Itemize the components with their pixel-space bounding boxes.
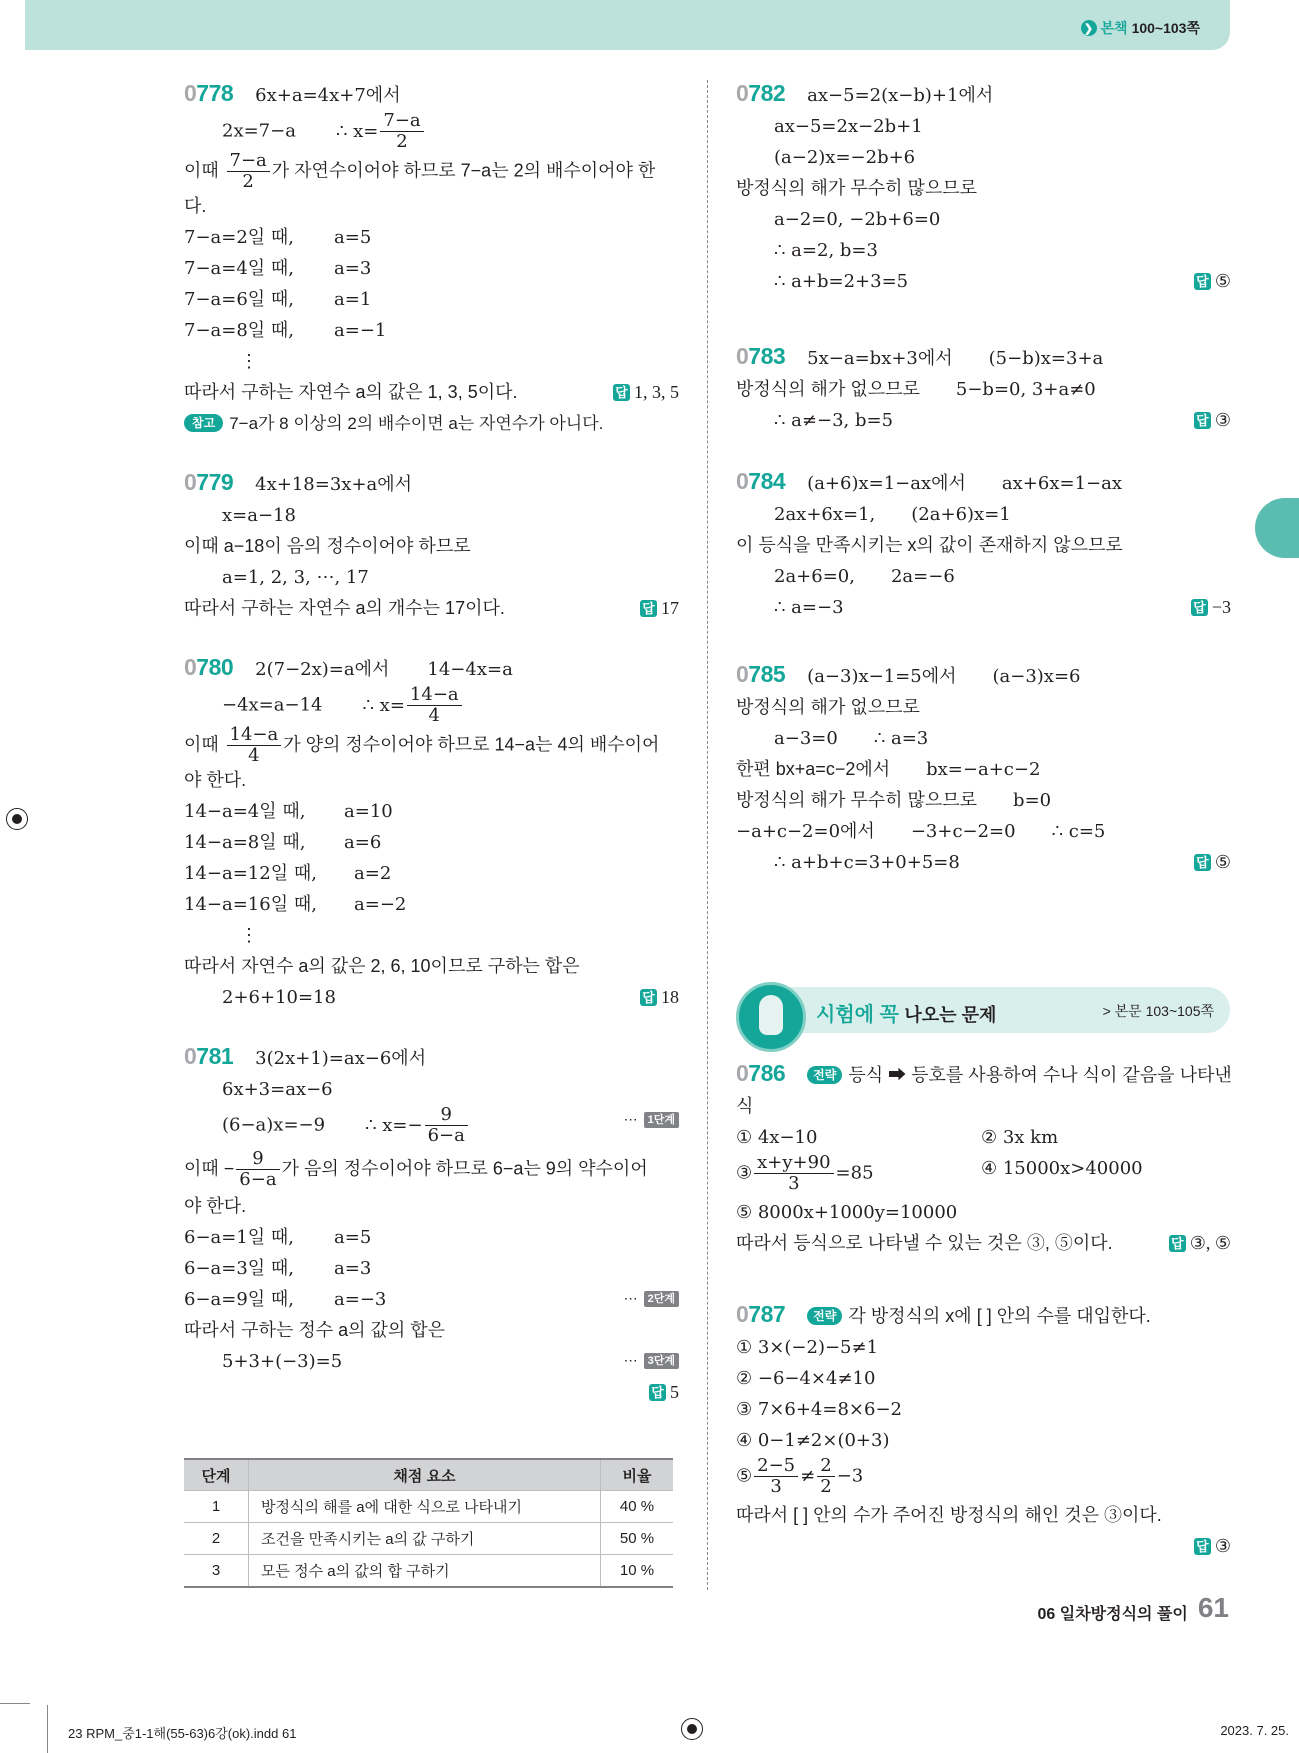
answer-icon: 답 [1169,1235,1186,1252]
table-header-row [184,1459,673,1491]
case-value: a=2 [354,863,392,884]
answer-icon: 답 [1194,854,1211,871]
text-line: 방정식의 해가 무수히 많으므로 [736,178,978,198]
case-value: a=−1 [334,320,387,341]
problem-0787 [736,1299,1231,1562]
strategy-badge: 전략 [807,1066,842,1084]
cell-criteria: 조건을 만족시키는 a의 값 구하기 [249,1523,601,1555]
text-line: 2a+6=0, [774,566,855,587]
text-line: ax+6x=1−ax [1001,473,1122,494]
text-line: 6x+a=4x+7에서 [255,85,401,106]
conclusion: 따라서 [ ] 안의 수가 주어진 방정식의 해인 것은 ③이다. [736,1505,1162,1525]
cell-criteria: 방정식의 해를 a에 대한 식으로 나타내기 [249,1491,601,1523]
step-badge: 3단계 [644,1353,679,1369]
text-line: 2ax+6x=1, [774,504,876,525]
fraction: $\frac{14-a}{4}$ [227,725,282,766]
text-line: ∴ a≠−3, b=5 [774,410,894,431]
table-row [184,1491,673,1523]
cell-ratio: 50 % [601,1523,674,1555]
text-line: 방정식의 해가 없으므로 [736,379,920,399]
conclusion: 따라서 구하는 정수 a의 값의 합은 [184,1320,446,1340]
cell-step: 1 [184,1491,249,1523]
text-line: 2+6+10=18 [222,987,336,1008]
answer-icon: 답 [613,384,630,401]
problem-0782 [736,78,1231,297]
text-line: 5+3+(−3)=5 [222,1351,343,1372]
step-badge: 1단계 [644,1112,679,1128]
problem-0780 [184,652,679,1013]
answer: 답 ⑤ [1194,266,1231,297]
text-line: 이때 − [184,1158,235,1179]
text-line: 가 자연수이어야 하므로 7−a는 2의 배수이어야 한 [271,160,656,181]
option: ④ 15000x>40000 [981,1158,1143,1179]
option-marker: ⑤ [736,1465,753,1487]
chapter-title: 06 일차방정식의 풀이 [1037,1606,1188,1623]
text-line: −a+c−2=0에서 [736,821,875,842]
problem-number: 0785 [736,661,786,687]
text-line: 14−4x=a [427,659,513,680]
text-line: 이 등식을 만족시키는 x의 값이 존재하지 않으므로 [736,535,1123,555]
answer-icon: 답 [1194,273,1211,290]
text-line: ∴ a=2, b=3 [774,240,878,261]
problem-0784 [736,466,1231,623]
trim-mark [47,1705,48,1753]
fraction: $\frac{x+y+90}{3}$ [754,1153,833,1194]
problem-number: 0780 [184,654,234,680]
text-line: a−2=0, −2b+6=0 [774,209,941,230]
text-line: x=a−18 [222,505,296,526]
ref-label: 본책 [1100,20,1128,36]
text-line: (6−a)x=−9 [222,1114,326,1136]
case-value: a=3 [334,258,372,279]
text-line: a−3=0 [774,728,838,749]
fraction: $\frac{2-5}{3}$ [754,1456,798,1497]
problem-0786 [736,1058,1231,1259]
conclusion: 따라서 구하는 자연수 a의 값은 1, 3, 5이다. [184,382,518,402]
text-line: a=1, 2, 3, ⋯, 17 [222,567,369,588]
case-value: a=−3 [334,1289,387,1310]
answer-icon: 답 [1191,599,1208,616]
problem-number: 0783 [736,343,786,369]
problem-0781 [184,1041,679,1408]
option: ⑤ 8000x+1000y=10000 [736,1202,958,1223]
case-value: a=5 [334,227,372,248]
case-condition: 14−a=4일 때, [184,801,306,822]
conclusion: 따라서 자연수 a의 값은 2, 6, 10이므로 구하는 합은 [184,956,580,976]
option: ③ 7×6+4=8×6−2 [736,1399,902,1420]
problem-0785 [736,659,1231,878]
text-line: ∴ x=− [365,1114,423,1136]
answer-icon: 답 [640,600,657,617]
case-condition: 7−a=2일 때, [184,227,295,248]
option: ② −6−4×4≠10 [736,1368,876,1389]
conclusion: 따라서 등식으로 나타낼 수 있는 것은 ③, ⑤이다. [736,1233,1113,1253]
text-line: 이때 [184,160,219,181]
case-condition: 7−a=8일 때, [184,320,295,341]
strategy-badge: 전략 [807,1307,842,1325]
text-line: (5−b)x=3+a [988,348,1104,369]
page-number: 61 [1197,1592,1229,1623]
answer-icon: 답 [649,1384,666,1401]
text-line: 5−b=0, 3+a≠0 [955,379,1096,400]
fraction: $\frac{7-a}{2}$ [380,111,423,152]
answer: 답 −3 [1191,592,1231,623]
strategy-text: 식 [736,1096,754,1116]
option: ① 3×(−2)−5≠1 [736,1337,879,1358]
header-criteria: 채점 요소 [249,1459,601,1491]
left-column [184,78,679,1408]
strategy-text: 각 방정식의 x에 [ ] 안의 수를 대입한다. [848,1306,1151,1326]
problem-0783 [736,341,1231,436]
registration-mark-icon [681,1718,703,1740]
answer: 답 5 [649,1377,679,1408]
fraction: $\frac{9}{6-a}$ [425,1105,468,1146]
text-line: (2a+6)x=1 [911,504,1011,525]
text-line: ∴ c=5 [1051,821,1106,842]
header-band [25,0,1230,50]
text-line: b=0 [1013,790,1052,811]
text-line: 야 한다. [184,1196,247,1216]
problem-number: 0786 [736,1060,786,1086]
trim-mark [0,1703,30,1704]
answer-icon: 답 [640,989,657,1006]
header-ratio: 비율 [601,1459,674,1491]
fraction: $\frac{2}{2}$ [817,1456,834,1497]
strategy-text: 등식 ➡ 등호를 사용하여 수나 식이 같음을 나타낸 [848,1065,1232,1085]
case-condition: 6−a=3일 때, [184,1258,295,1279]
case-condition: 14−a=8일 때, [184,832,306,853]
text-line: ∴ a+b+c=3+0+5=8 [774,852,960,873]
fraction: $\frac{14-a}{4}$ [407,685,462,726]
case-condition: 14−a=12일 때, [184,863,317,884]
text-line: 4x+18=3x+a에서 [255,474,413,495]
fraction: $\frac{7-a}{2}$ [227,151,270,192]
case-value: a=5 [334,1227,372,1248]
text-line: ax−5=2x−2b+1 [774,116,923,137]
answer: 답 ③ [1194,405,1231,436]
chevron-right-icon: ❯ [1081,20,1097,36]
page-footer [1038,1592,1230,1624]
option-marker: ③ [736,1162,753,1184]
right-column [736,78,1231,878]
ref-pages: 100~103쪽 [1131,20,1200,36]
option: ① 4x−10 [736,1127,818,1148]
text-line: 가 양의 정수이어야 하므로 14−a는 4의 배수이어 [283,734,660,755]
case-value: a=−2 [354,894,407,915]
cell-criteria: 모든 정수 a의 값의 합 구하기 [249,1555,601,1588]
ellipsis: ⋮ [240,351,258,372]
note-text: 7−a가 8 이상의 2의 배수이면 a는 자연수가 아니다. [229,414,604,433]
text-line: 2a=−6 [890,566,955,587]
text-line: (a−2)x=−2b+6 [774,147,916,168]
note-badge: 참고 [184,414,223,432]
text-line: ax−5=2(x−b)+1에서 [807,85,994,106]
text-line: ∴ a=−3 [774,597,844,618]
fraction: $\frac{9}{6-a}$ [236,1149,279,1190]
text-line: 방정식의 해가 없으므로 [736,697,920,717]
textbook-reference [1081,18,1200,38]
cell-ratio: 10 % [601,1555,674,1588]
text-line: 2(7−2x)=a에서 [255,659,390,680]
text-line: −4x=a−14 [222,694,323,716]
text-line: ∴ x= [362,694,405,716]
section-title: 시험에 꼭 나오는 문제 [816,1004,997,1026]
answer-icon: 답 [1194,412,1211,429]
problem-number: 0784 [736,468,786,494]
table-row [184,1555,673,1588]
text-line: ∴ a=3 [873,728,929,749]
text-line: 2x=7−a [222,120,296,142]
text-line: 가 음의 정수이어야 하므로 6−a는 9의 약수이어 [281,1158,648,1179]
ellipsis: ⋮ [240,925,258,946]
text-line: 이때 a−18이 음의 정수이어야 하므로 [184,536,471,556]
scoring-table [184,1458,673,1588]
answer: 답 ⑤ [1194,847,1231,878]
text-line: 다. [184,196,207,216]
option: ≠ [800,1465,816,1487]
step-marker: ⋯ 2단계 [624,1284,679,1315]
problem-number: 0781 [184,1043,234,1069]
right-column-lower [736,1058,1231,1562]
case-condition: 6−a=1일 때, [184,1227,295,1248]
text-line: bx=−a+c−2 [926,759,1041,780]
slug-filename: 23 RPM_중1-1해(55-63)6강(ok).indd 61 [68,1726,297,1741]
case-condition: 14−a=16일 때, [184,894,317,915]
case-condition: 7−a=6일 때, [184,289,295,310]
text-line: 방정식의 해가 무수히 많으므로 [736,790,978,810]
case-value: a=1 [334,289,372,310]
answer: 답 ③ [1194,1531,1231,1562]
text-line: 야 한다. [184,770,247,790]
answer-icon: 답 [1194,1538,1211,1555]
step-badge: 2단계 [644,1291,679,1307]
option: ② 3x km [981,1127,1059,1148]
option: ④ 0−1≠2×(0+3) [736,1430,890,1451]
registration-mark-icon [6,808,28,830]
answer: 답 ③, ⑤ [1169,1228,1231,1259]
text-line: 5x−a=bx+3에서 [807,348,953,369]
conclusion: 따라서 구하는 자연수 a의 개수는 17이다. [184,598,505,618]
option: =85 [835,1162,874,1184]
text-line: 한편 bx+a=c−2에서 [736,759,891,779]
problem-number: 0782 [736,80,786,106]
answer: 답 18 [640,982,679,1013]
section-banner [736,982,1230,1034]
problem-0779 [184,467,679,624]
problem-number: 0787 [736,1301,786,1327]
option: −3 [836,1465,864,1487]
case-value: a=10 [344,801,393,822]
table-row [184,1523,673,1555]
column-divider [707,80,708,1590]
text-line: (a−3)x−1=5에서 [807,666,957,687]
answer: 답 17 [640,593,679,624]
chapter-side-tab [1255,498,1299,558]
text-line: 6x+3=ax−6 [222,1079,333,1100]
problem-0778 [184,78,679,439]
section-reference: > 본문 103~105쪽 [1102,1003,1214,1019]
step-marker: ⋯ 1단계 [624,1105,679,1136]
text-line: −3+c−2=0 [910,821,1016,842]
cell-step: 3 [184,1555,249,1588]
slug-date: 2023. 7. 25. [1220,1723,1289,1738]
cell-step: 2 [184,1523,249,1555]
case-value: a=3 [334,1258,372,1279]
text-line: ∴ a+b=2+3=5 [774,271,909,292]
text-line: 이때 [184,734,219,755]
step-marker: ⋯ 3단계 [624,1346,679,1377]
header-step: 단계 [184,1459,249,1491]
cell-ratio: 40 % [601,1491,674,1523]
text-line: (a−3)x=6 [992,666,1081,687]
text-line: ∴ x= [335,120,379,142]
problem-number: 0778 [184,80,234,106]
case-condition: 7−a=4일 때, [184,258,295,279]
mascot-icon [736,982,806,1052]
text-line: (a+6)x=1−ax에서 [807,473,966,494]
problem-number: 0779 [184,469,234,495]
answer: 답 1, 3, 5 [613,377,679,408]
text-line: 3(2x+1)=ax−6에서 [255,1048,427,1069]
case-value: a=6 [344,832,382,853]
case-condition: 6−a=9일 때, [184,1289,295,1310]
